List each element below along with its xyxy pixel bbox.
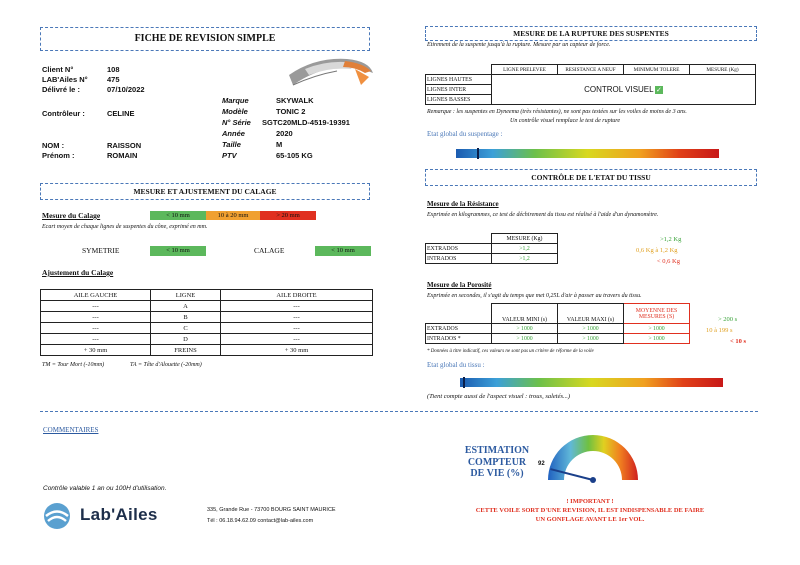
- resistance-header: MESURE (Kg): [492, 234, 558, 244]
- prenom-value: ROMAIN: [107, 151, 138, 160]
- estimation-value: 92: [538, 461, 545, 467]
- tissu-cursor: [463, 377, 465, 388]
- suspentage-cursor: [477, 148, 479, 159]
- estimation-line2: COMPTEUR: [467, 456, 527, 468]
- modele-label: Modèle: [222, 107, 248, 116]
- estimation-line1: ESTIMATION: [464, 445, 530, 456]
- labailes-value: 475: [107, 75, 120, 84]
- tissu-section-title: CONTRÔLE DE L'ETAT DU TISSU: [425, 169, 757, 186]
- taille-value: M: [276, 140, 283, 149]
- resistance-note: Exprimée en kilogrammes, ce test de déchirement du tissu est réalisé à l'aide d'un dynamomètre.: [427, 212, 659, 218]
- table-cell: ---: [221, 323, 373, 334]
- important-notice: [462, 497, 718, 524]
- porosite-scale-green: > 200 s: [718, 316, 738, 323]
- table-cell: ---: [41, 323, 151, 334]
- porosite-header-maxi: VALEUR MAXI (s): [558, 304, 624, 324]
- important-line1: ! IMPORTANT !: [566, 498, 614, 505]
- contact-text: Tél : 06.18.94.62.09 contact@lab-ailes.com: [207, 518, 314, 524]
- etat-tissu-label: Etat global du tissu :: [427, 361, 485, 369]
- ajust-header-gauche: AILE GAUCHE: [41, 290, 151, 301]
- porosite-scale-orange: 10 à 199 s: [706, 327, 733, 334]
- table-cell: A: [151, 301, 221, 312]
- fiche-title: FICHE DE REVISION SIMPLE: [40, 27, 370, 51]
- table-cell: ---: [221, 312, 373, 323]
- rupture-row-label: LIGNES HAUTES: [426, 75, 492, 85]
- serie-value: SGTC20MLD-4519-19391: [262, 118, 350, 127]
- symetrie-label: SYMETRIE: [82, 246, 120, 255]
- remarque-text: Remarque : les suspentes en Dyneema (très résistantes), ne sont pas testées sur les voiles de moins de 3 ans.: [427, 109, 687, 115]
- porosite-cell: > 1000: [558, 324, 624, 334]
- calage-note: Ecart moyen de chaque lignes de suspentes du cône, exprimé en mm.: [42, 224, 208, 230]
- rupture-header-ligne: LIGNE PRELEVEE: [492, 65, 558, 75]
- address-text: 335, Grande Rue - 73700 BOURG SAINT MAURICE: [207, 507, 336, 513]
- rupture-header-mesure: MESURE (Kg): [690, 65, 756, 75]
- rupture-table: [425, 64, 756, 105]
- table-cell: ---: [221, 334, 373, 345]
- resistance-scale-orange: 0,6 Kg à 1,2 Kg: [636, 247, 678, 254]
- porosite-cell: > 1000: [624, 324, 690, 334]
- table-cell: D: [151, 334, 221, 345]
- calage-section-title: MESURE ET AJUSTEMENT DU CALAGE: [40, 183, 370, 200]
- ajust-header-ligne: LIGNE: [151, 290, 221, 301]
- porosite-row-label: EXTRADOS: [426, 324, 492, 334]
- marque-label: Marque: [222, 96, 249, 105]
- resistance-row-value: >1,2: [492, 244, 558, 254]
- remarque-text-2: Un contrôle visuel remplace le test de rupture: [510, 118, 621, 124]
- porosite-label: Mesure de la Porosité: [427, 281, 492, 289]
- tissu-gauge: [460, 378, 723, 387]
- resistance-table: [425, 233, 558, 264]
- checkbox-checked-icon: ✓: [655, 86, 662, 95]
- rupture-header-resistance: RESISTANCE A NEUF: [558, 65, 624, 75]
- ajustement-label: Ajustement du Calage: [42, 268, 114, 277]
- resistance-row-label: EXTRADOS: [426, 244, 492, 254]
- table-cell: ---: [41, 334, 151, 345]
- calage-scale-green: < 10 mm: [150, 211, 206, 220]
- labailes-label: LAB'Ailes N°: [42, 75, 88, 84]
- controleur-value: CELINE: [107, 109, 135, 118]
- commentaires-link[interactable]: COMMENTAIRES: [43, 426, 99, 434]
- resistance-label: Mesure de la Résistance: [427, 200, 499, 208]
- table-cell: ---: [41, 312, 151, 323]
- marque-value: SKYWALK: [276, 96, 314, 105]
- resistance-row-value: >1,2: [492, 254, 558, 264]
- nom-value: RAISSON: [107, 141, 142, 150]
- rupture-header-minimum: MINIMUM TOLERE: [624, 65, 690, 75]
- rupture-row-label: LIGNES INTER: [426, 85, 492, 95]
- table-cell: ---: [41, 301, 151, 312]
- modele-value: TONIC 2: [276, 107, 306, 116]
- estimation-title: [452, 445, 542, 480]
- taille-label: Taille: [222, 140, 241, 149]
- porosite-cell: > 1000: [558, 334, 624, 344]
- tissu-note: (Tient compte aussi de l'aspect visuel : trous, saletés...): [427, 393, 571, 400]
- porosite-cell: > 1000: [492, 334, 558, 344]
- rupture-row-label: LIGNES BASSES: [426, 95, 492, 105]
- mesure-calage-label: Mesure du Calage: [42, 211, 101, 220]
- porosite-row-label: INTRADOS *: [426, 334, 492, 344]
- porosite-table: [425, 303, 690, 344]
- rupture-subtitle: Etirement de la suspente jusqu'à la rupture. Mesure par un capteur de force.: [427, 42, 611, 48]
- controleur-label: Contrôleur :: [42, 109, 85, 118]
- suspentage-gauge: [456, 149, 719, 158]
- calage-label: CALAGE: [254, 246, 285, 255]
- table-cell: + 30 mm: [221, 345, 373, 356]
- ptv-label: PTV: [222, 151, 237, 160]
- delivre-label: Délivré le :: [42, 85, 80, 94]
- resistance-scale-green: >1,2 Kg: [660, 236, 682, 243]
- nom-label: NOM :: [42, 141, 65, 150]
- validity-text: Contrôle valable 1 an ou 100H d'utilisation.: [43, 485, 167, 492]
- legend-ta: TA = Tête d'Alouette (-20mm): [130, 362, 202, 368]
- separator-line: [40, 411, 758, 412]
- symetrie-value: < 10 mm: [150, 246, 206, 256]
- porosite-note: Exprimée en secondes, il s'agit du temps que met 0,25L d'air à passer au travers du tissu.: [427, 293, 642, 299]
- porosite-footnote: * Données à titre indicatif, ces valeurs ne sont pas un critère de réforme de la voile: [427, 349, 594, 354]
- porosite-scale-red: < 10 s: [730, 338, 746, 345]
- labailes-logo-icon: [42, 501, 72, 531]
- ptv-value: 65-105 KG: [276, 151, 313, 160]
- client-label: Client N°: [42, 65, 74, 74]
- delivre-value: 07/10/2022: [107, 85, 145, 94]
- serie-label: N° Série: [222, 118, 251, 127]
- controle-visuel-label: CONTROL VISUEL: [584, 84, 654, 94]
- calage-scale-red: > 20 mm: [260, 211, 316, 220]
- resistance-row-label: INTRADOS: [426, 254, 492, 264]
- porosite-header-moyenne: MOYENNE DES MESURES (S): [624, 304, 690, 324]
- table-cell: + 30 mm: [41, 345, 151, 356]
- porosite-cell: > 1000: [492, 324, 558, 334]
- client-value: 108: [107, 65, 120, 74]
- ajustement-table: [40, 289, 373, 356]
- etat-suspentage-label: Etat global du suspentage :: [427, 130, 503, 138]
- table-cell: B: [151, 312, 221, 323]
- porosite-header-mini: VALEUR MINI (s): [492, 304, 558, 324]
- legend-tm: TM = Tour Mort (-10mm): [42, 362, 105, 368]
- annee-value: 2020: [276, 129, 293, 138]
- brand-name: Lab'Ailes: [80, 505, 158, 524]
- ajust-header-droite: AILE DROITE: [221, 290, 373, 301]
- important-line3: UN GONFLAGE AVANT LE 1er VOL.: [535, 516, 645, 523]
- paraglider-wing-image: [285, 55, 375, 97]
- table-cell: FREINS: [151, 345, 221, 356]
- table-cell: C: [151, 323, 221, 334]
- rupture-section-title: MESURE DE LA RUPTURE DES SUSPENTES: [425, 26, 757, 41]
- life-meter-gauge: [538, 428, 648, 488]
- calage-scale-orange: 10 à 20 mm: [206, 211, 260, 220]
- estimation-line3: DE VIE (%): [470, 468, 524, 479]
- prenom-label: Prénom :: [42, 151, 75, 160]
- important-line2: CETTE VOILE SORT D'UNE REVISION, IL EST INDISPENSABLE DE FAIRE: [475, 507, 705, 514]
- table-cell: ---: [221, 301, 373, 312]
- calage-value: < 10 mm: [315, 246, 371, 256]
- annee-label: Année: [222, 129, 245, 138]
- porosite-cell: > 1000: [624, 334, 690, 344]
- resistance-scale-red: < 0,6 Kg: [657, 258, 680, 265]
